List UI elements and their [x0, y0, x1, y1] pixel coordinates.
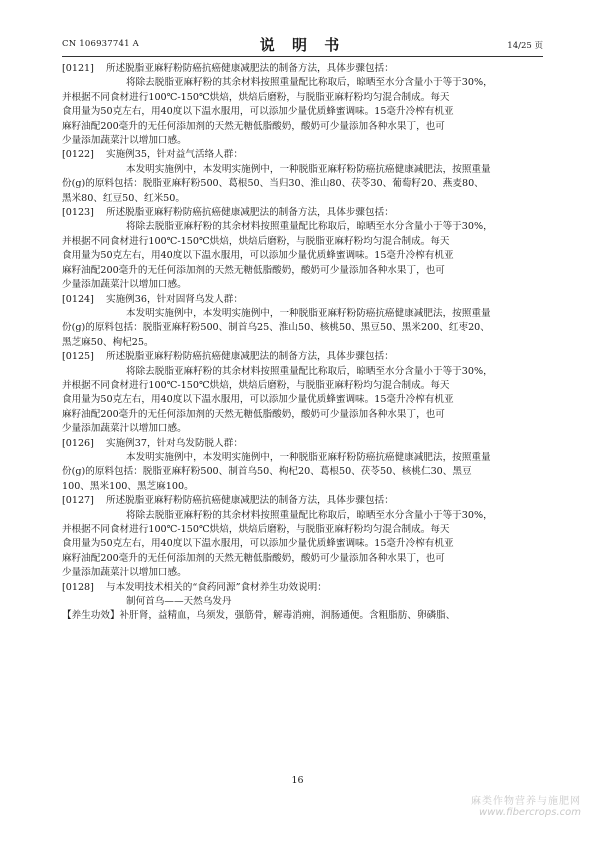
paragraph-line — [62, 264, 543, 278]
paragraph-line — [62, 480, 543, 494]
paragraph-number: [0123] — [62, 207, 94, 219]
document-body — [62, 62, 543, 624]
paragraph-text: 制何首乌——天然乌发丹 — [126, 596, 232, 608]
paragraph-text: 并根据不同食材进行100℃-150℃烘焙，烘焙后磨粉，与脱脂亚麻籽粉均匀混合制成。每天 — [62, 91, 450, 103]
paragraph-line — [62, 249, 543, 263]
paragraph-text: 并根据不同食材进行100℃-150℃烘焙，烘焙后磨粉，与脱脂亚麻籽粉均匀混合制成。每天 — [62, 235, 450, 247]
paragraph-text: 少量添加蔬菜汁以增加口感。 — [62, 135, 187, 147]
paragraph-number — [62, 595, 106, 609]
paragraph-line — [62, 365, 543, 379]
paragraph-line — [62, 537, 543, 551]
paragraph-number: [0125] — [62, 351, 94, 363]
paragraph-number — [62, 163, 106, 177]
paragraph-line — [62, 120, 543, 134]
paragraph-number — [62, 451, 106, 465]
paragraph-line — [62, 523, 543, 537]
paragraph-first-line — [62, 350, 543, 364]
paragraph-line — [62, 220, 543, 234]
paragraph-line — [62, 609, 543, 623]
paragraph-line — [62, 307, 543, 321]
paragraph-text: 黑米80、红豆50、红米50。 — [62, 192, 185, 204]
paragraph-text: 将除去脱脂亚麻籽粉的其余材料按照重量配比称取后，晾晒至水分含量小于等于30%， — [126, 365, 493, 377]
paragraph-text: 食用量为50克左右，用40度以下温水服用，可以添加少量优质蜂蜜调味。15毫升冷榨有机亚 — [62, 538, 454, 550]
paragraph-first-line — [62, 206, 543, 220]
paragraph-text: 份(g)的原料包括：脱脂亚麻籽粉500、葛根50、当归30、淮山80、茯苓30、葡萄籽20、燕麦80、 — [62, 178, 484, 190]
paragraph-text: 所述脱脂亚麻籽粉防癌抗癌健康减肥法的制备方法，具体步骤包括： — [106, 63, 394, 74]
paragraph-first-line — [62, 437, 543, 451]
paragraph-first-line — [62, 494, 543, 508]
paragraph-text: 少量添加蔬菜汁以增加口感。 — [62, 567, 187, 579]
paragraph-line — [62, 192, 543, 206]
paragraph-line — [62, 177, 543, 191]
publication-number: CN 106937741 A — [62, 39, 139, 49]
paragraph-number: [0126] — [62, 437, 94, 449]
paragraph-number: [0128] — [62, 581, 94, 593]
paragraph-text: 实施例37，针对乌发防脱人群： — [106, 437, 243, 449]
paragraph-text: 与本发明技术相关的“食药同源”食材养生功效说明： — [106, 581, 327, 593]
paragraph-text: 麻籽油配200毫升的无任何添加剂的天然无糖低脂酸奶，酸奶可少量添加各种水果丁，也可 — [62, 552, 445, 564]
paragraph-line — [62, 451, 543, 465]
paragraph-line — [62, 379, 543, 393]
paragraph-text: 少量添加蔬菜汁以增加口感。 — [62, 279, 187, 291]
paragraph-text: 实施例35，针对益气活络人群： — [106, 149, 243, 161]
paragraph-line — [62, 422, 543, 436]
paragraph-text: 【养生功效】补肝肾，益精血，乌须发，强筋骨，解毒消痈，润肠通便。含粗脂肪、卵磷脂、 — [62, 610, 456, 622]
paragraph-number: [0121] — [62, 63, 94, 74]
paragraph-text: 食用量为50克左右，用40度以下温水服用，可以添加少量优质蜂蜜调味。15毫升冷榨有机亚 — [62, 106, 454, 118]
paragraph-number — [62, 76, 106, 90]
paragraph-line — [62, 336, 543, 350]
page-indicator: 14/25 页 — [507, 41, 543, 51]
paragraph-text: 将除去脱脂亚麻籽粉的其余材料按照重量配比称取后，晾晒至水分含量小于等于30%， — [126, 509, 493, 521]
paragraph-number: [0122] — [62, 149, 94, 161]
paragraph-line — [62, 393, 543, 407]
paragraph-line — [62, 134, 543, 148]
paragraph-first-line — [62, 62, 543, 76]
header-rule — [62, 56, 543, 57]
paragraph-number: [0127] — [62, 495, 94, 507]
paragraph-text: 少量添加蔬菜汁以增加口感。 — [62, 423, 187, 435]
paragraph-line — [62, 595, 543, 609]
paragraph-line — [62, 278, 543, 292]
paragraph-number — [62, 307, 106, 321]
paragraph-text: 本发明实施例中，本发明实施例中，一种脱脂亚麻籽粉防癌抗癌健康减肥法，按照重量 — [126, 451, 491, 463]
paragraph-number — [62, 509, 106, 523]
paragraph-text: 将除去脱脂亚麻籽粉的其余材料按照重量配比称取后，晾晒至水分含量小于等于30%， — [126, 221, 493, 233]
paragraph-text: 并根据不同食材进行100℃-150℃烘焙，烘焙后磨粉，与脱脂亚麻籽粉均匀混合制成。每天 — [62, 379, 450, 391]
paragraph-line — [62, 465, 543, 479]
paragraph-line — [62, 321, 543, 335]
paragraph-text: 麻籽油配200毫升的无任何添加剂的天然无糖低脂酸奶，酸奶可少量添加各种水果丁，也可 — [62, 264, 445, 276]
paragraph-text: 黑芝麻50、枸杞25。 — [62, 336, 154, 348]
paragraph-text: 麻籽油配200毫升的无任何添加剂的天然无糖低脂酸奶，酸奶可少量添加各种水果丁，也可 — [62, 120, 445, 132]
paragraph-text: 所述脱脂亚麻籽粉防癌抗癌健康减肥法的制备方法，具体步骤包括： — [106, 495, 394, 507]
paragraph-text: 麻籽油配200毫升的无任何添加剂的天然无糖低脂酸奶，酸奶可少量添加各种水果丁，也可 — [62, 408, 445, 420]
paragraph-text: 份(g)的原料包括：脱脂亚麻籽粉500、制首乌25、淮山50、核桃50、黑豆50、黑米200、红枣20、 — [62, 322, 490, 334]
paragraph-text: 本发明实施例中，本发明实施例中，一种脱脂亚麻籽粉防癌抗癌健康减肥法，按照重量 — [126, 307, 491, 319]
paragraph-text: 实施例36，针对固肾乌发人群： — [106, 293, 243, 305]
page-number: 16 — [291, 775, 304, 786]
paragraph-text: 所述脱脂亚麻籽粉防癌抗癌健康减肥法的制备方法，具体步骤包括： — [106, 351, 394, 363]
paragraph-line — [62, 509, 543, 523]
paragraph-text: 将除去脱脂亚麻籽粉的其余材料按照重量配比称取后，晾晒至水分含量小于等于30%， — [126, 77, 493, 89]
paragraph-text: 并根据不同食材进行100℃-150℃烘焙，烘焙后磨粉，与脱脂亚麻籽粉均匀混合制成。每天 — [62, 524, 450, 535]
paragraph-line — [62, 76, 543, 90]
watermark-url: www.fibercrops.com — [479, 807, 581, 818]
paragraph-line — [62, 552, 543, 566]
document-title: 说 明 书 — [259, 36, 346, 54]
paragraph-line — [62, 566, 543, 580]
paragraph-text: 食用量为50克左右，用40度以下温水服用，可以添加少量优质蜂蜜调味。15毫升冷榨有机亚 — [62, 394, 454, 406]
paragraph-line — [62, 235, 543, 249]
paragraph-text: 所述脱脂亚麻籽粉防癌抗癌健康减肥法的制备方法，具体步骤包括： — [106, 207, 394, 219]
watermark — [471, 792, 581, 818]
paragraph-line — [62, 163, 543, 177]
paragraph-text: 本发明实施例中，本发明实施例中，一种脱脂亚麻籽粉防癌抗癌健康减肥法，按照重量 — [126, 163, 491, 175]
paragraph-text: 份(g)的原料包括：脱脂亚麻籽粉500、制首乌50、枸杞20、葛根50、茯苓50、核桃仁30、黑豆 — [62, 466, 472, 478]
paragraph-number — [62, 365, 106, 379]
paragraph-line — [62, 105, 543, 119]
watermark-site-name: 麻类作物营养与施肥网 — [471, 796, 581, 807]
paragraph-line — [62, 91, 543, 105]
page-header — [62, 34, 543, 56]
paragraph-text: 食用量为50克左右，用40度以下温水服用，可以添加少量优质蜂蜜调味。15毫升冷榨有机亚 — [62, 250, 454, 262]
paragraph-first-line — [62, 293, 543, 307]
paragraph-text: 100、黑米100、黑芝麻100。 — [62, 480, 194, 492]
paragraph-number — [62, 220, 106, 234]
paragraph-number: [0124] — [62, 293, 94, 305]
paragraph-first-line — [62, 148, 543, 162]
paragraph-first-line — [62, 581, 543, 595]
paragraph-line — [62, 408, 543, 422]
